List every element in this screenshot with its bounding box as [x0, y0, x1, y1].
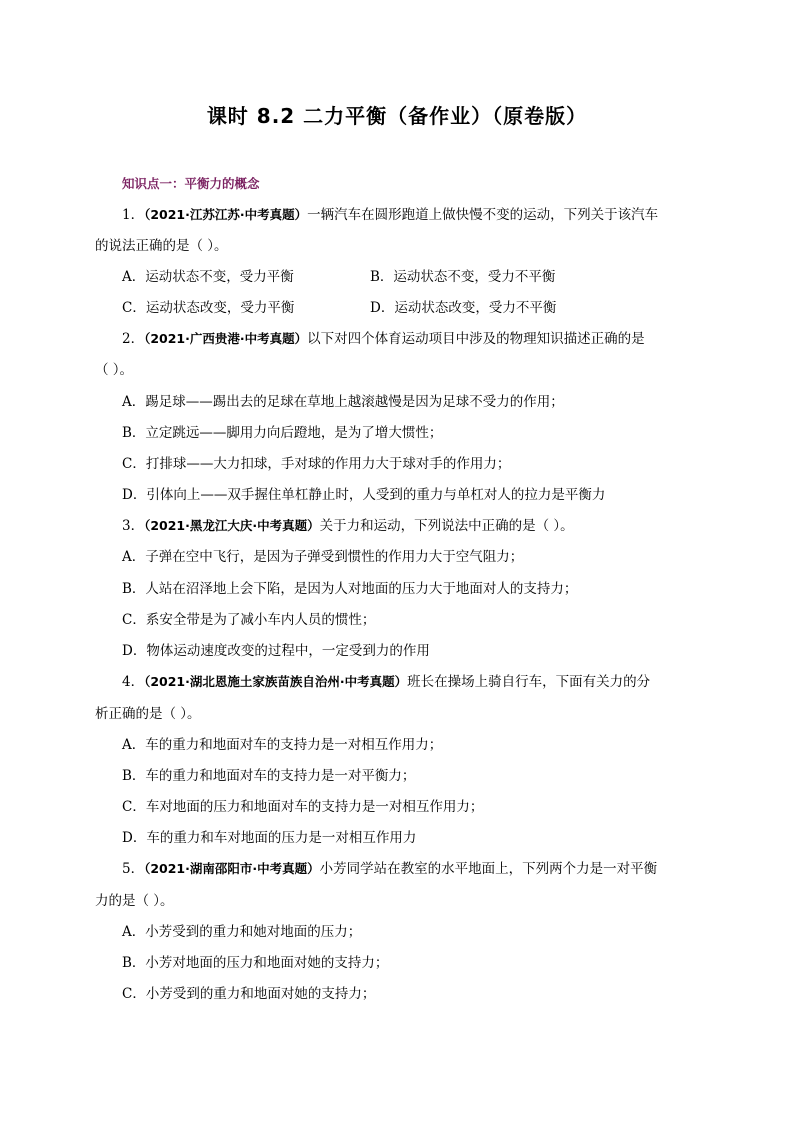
question-number: 5．	[122, 861, 145, 877]
question-1-option-a: A．运动状态不变，受力平衡	[122, 269, 294, 285]
question-1-option-c: C．运动状态改变，受力平衡	[122, 300, 295, 316]
question-text: 以下对四个体育运动项目中涉及的物理知识描述正确的是	[307, 331, 645, 347]
question-5-option-a: A．小芳受到的重力和她对地面的压力；	[122, 924, 362, 940]
question-number: 1．	[122, 207, 145, 223]
question-2-option-b: B．立定跳远——脚用力向后蹬地，是为了增大惯性；	[122, 425, 443, 441]
question-4-option-d: D．车的重力和车对地面的压力是一对相互作用力	[122, 830, 417, 846]
question-number: 4．	[122, 674, 145, 690]
question-text: 班长在操场上骑自行车，下面有关力的分	[407, 674, 651, 690]
question-4-option-b: B．车的重力和地面对车的支持力是一对平衡力；	[122, 768, 416, 784]
question-source: （2021·黑龙江大庆·中考真题）	[144, 518, 320, 533]
question-4-option-a: A．车的重力和地面对车的支持力是一对相互作用力；	[122, 737, 443, 753]
question-3-option-c: C．系安全带是为了减小车内人员的惯性；	[122, 612, 376, 628]
question-5-stem-cont: 力的是（ ）。	[95, 893, 174, 909]
question-4-stem	[122, 672, 650, 692]
question-2-option-c: C．打排球——大力扣球，手对球的作用力大于球对手的作用力；	[122, 456, 511, 472]
question-5-option-b: B．小芳对地面的压力和地面对她的支持力；	[122, 955, 389, 971]
question-1-option-d: D．运动状态改变，受力不平衡	[370, 300, 557, 316]
question-2-option-a: A．踢足球——踢出去的足球在草地上越滚越慢是因为足球不受力的作用；	[122, 394, 564, 410]
question-text: 小芳同学站在教室的水平地面上，下列两个力是一对平衡	[319, 861, 658, 877]
question-3-option-a: A．子弹在空中飞行，是因为子弹受到惯性的作用力大于空气阻力；	[122, 549, 524, 565]
question-text: 一辆汽车在圆形跑道上做快慢不变的运动，下列关于该汽车	[307, 207, 659, 223]
question-3-stem	[122, 516, 574, 536]
question-number: 2．	[122, 331, 145, 347]
question-1-stem-cont: 的说法正确的是（ ）。	[95, 238, 228, 254]
question-2-option-d: D．引体向上——双手握住单杠静止时，人受到的重力与单杠对人的拉力是平衡力	[122, 487, 606, 503]
question-1-stem	[122, 205, 658, 225]
question-1-option-b: B．运动状态不变，受力不平衡	[370, 269, 556, 285]
question-4-stem-cont: 析正确的是（ ）。	[95, 706, 201, 722]
question-source: （2021·江苏江苏·中考真题）	[144, 207, 308, 222]
section-heading: 知识点一：平衡力的概念	[122, 176, 260, 191]
question-3-option-d: D．物体运动速度改变的过程中，一定受到力的作用	[122, 643, 430, 659]
question-5-stem	[122, 859, 657, 879]
question-2-stem-cont: （ ）。	[95, 362, 134, 378]
page-title: 课时 8.2 二力平衡（备作业）（原卷版）	[206, 104, 588, 128]
question-text: 关于力和运动，下列说法中正确的是（ ）。	[319, 518, 574, 534]
question-3-option-b: B．人站在沼泽地上会下陷，是因为人对地面的压力大于地面对人的支持力；	[122, 581, 578, 597]
question-source: （2021·湖南邵阳市·中考真题）	[144, 861, 320, 876]
question-4-option-c: C．车对地面的压力和地面对车的支持力是一对相互作用力；	[122, 799, 484, 815]
question-source: （2021·广西贵港·中考真题）	[144, 331, 308, 346]
question-source: （2021·湖北恩施土家族苗族自治州·中考真题）	[144, 674, 408, 689]
question-2-stem	[122, 329, 645, 349]
question-number: 3．	[122, 518, 145, 534]
question-5-option-c: C．小芳受到的重力和地面对她的支持力；	[122, 986, 376, 1002]
